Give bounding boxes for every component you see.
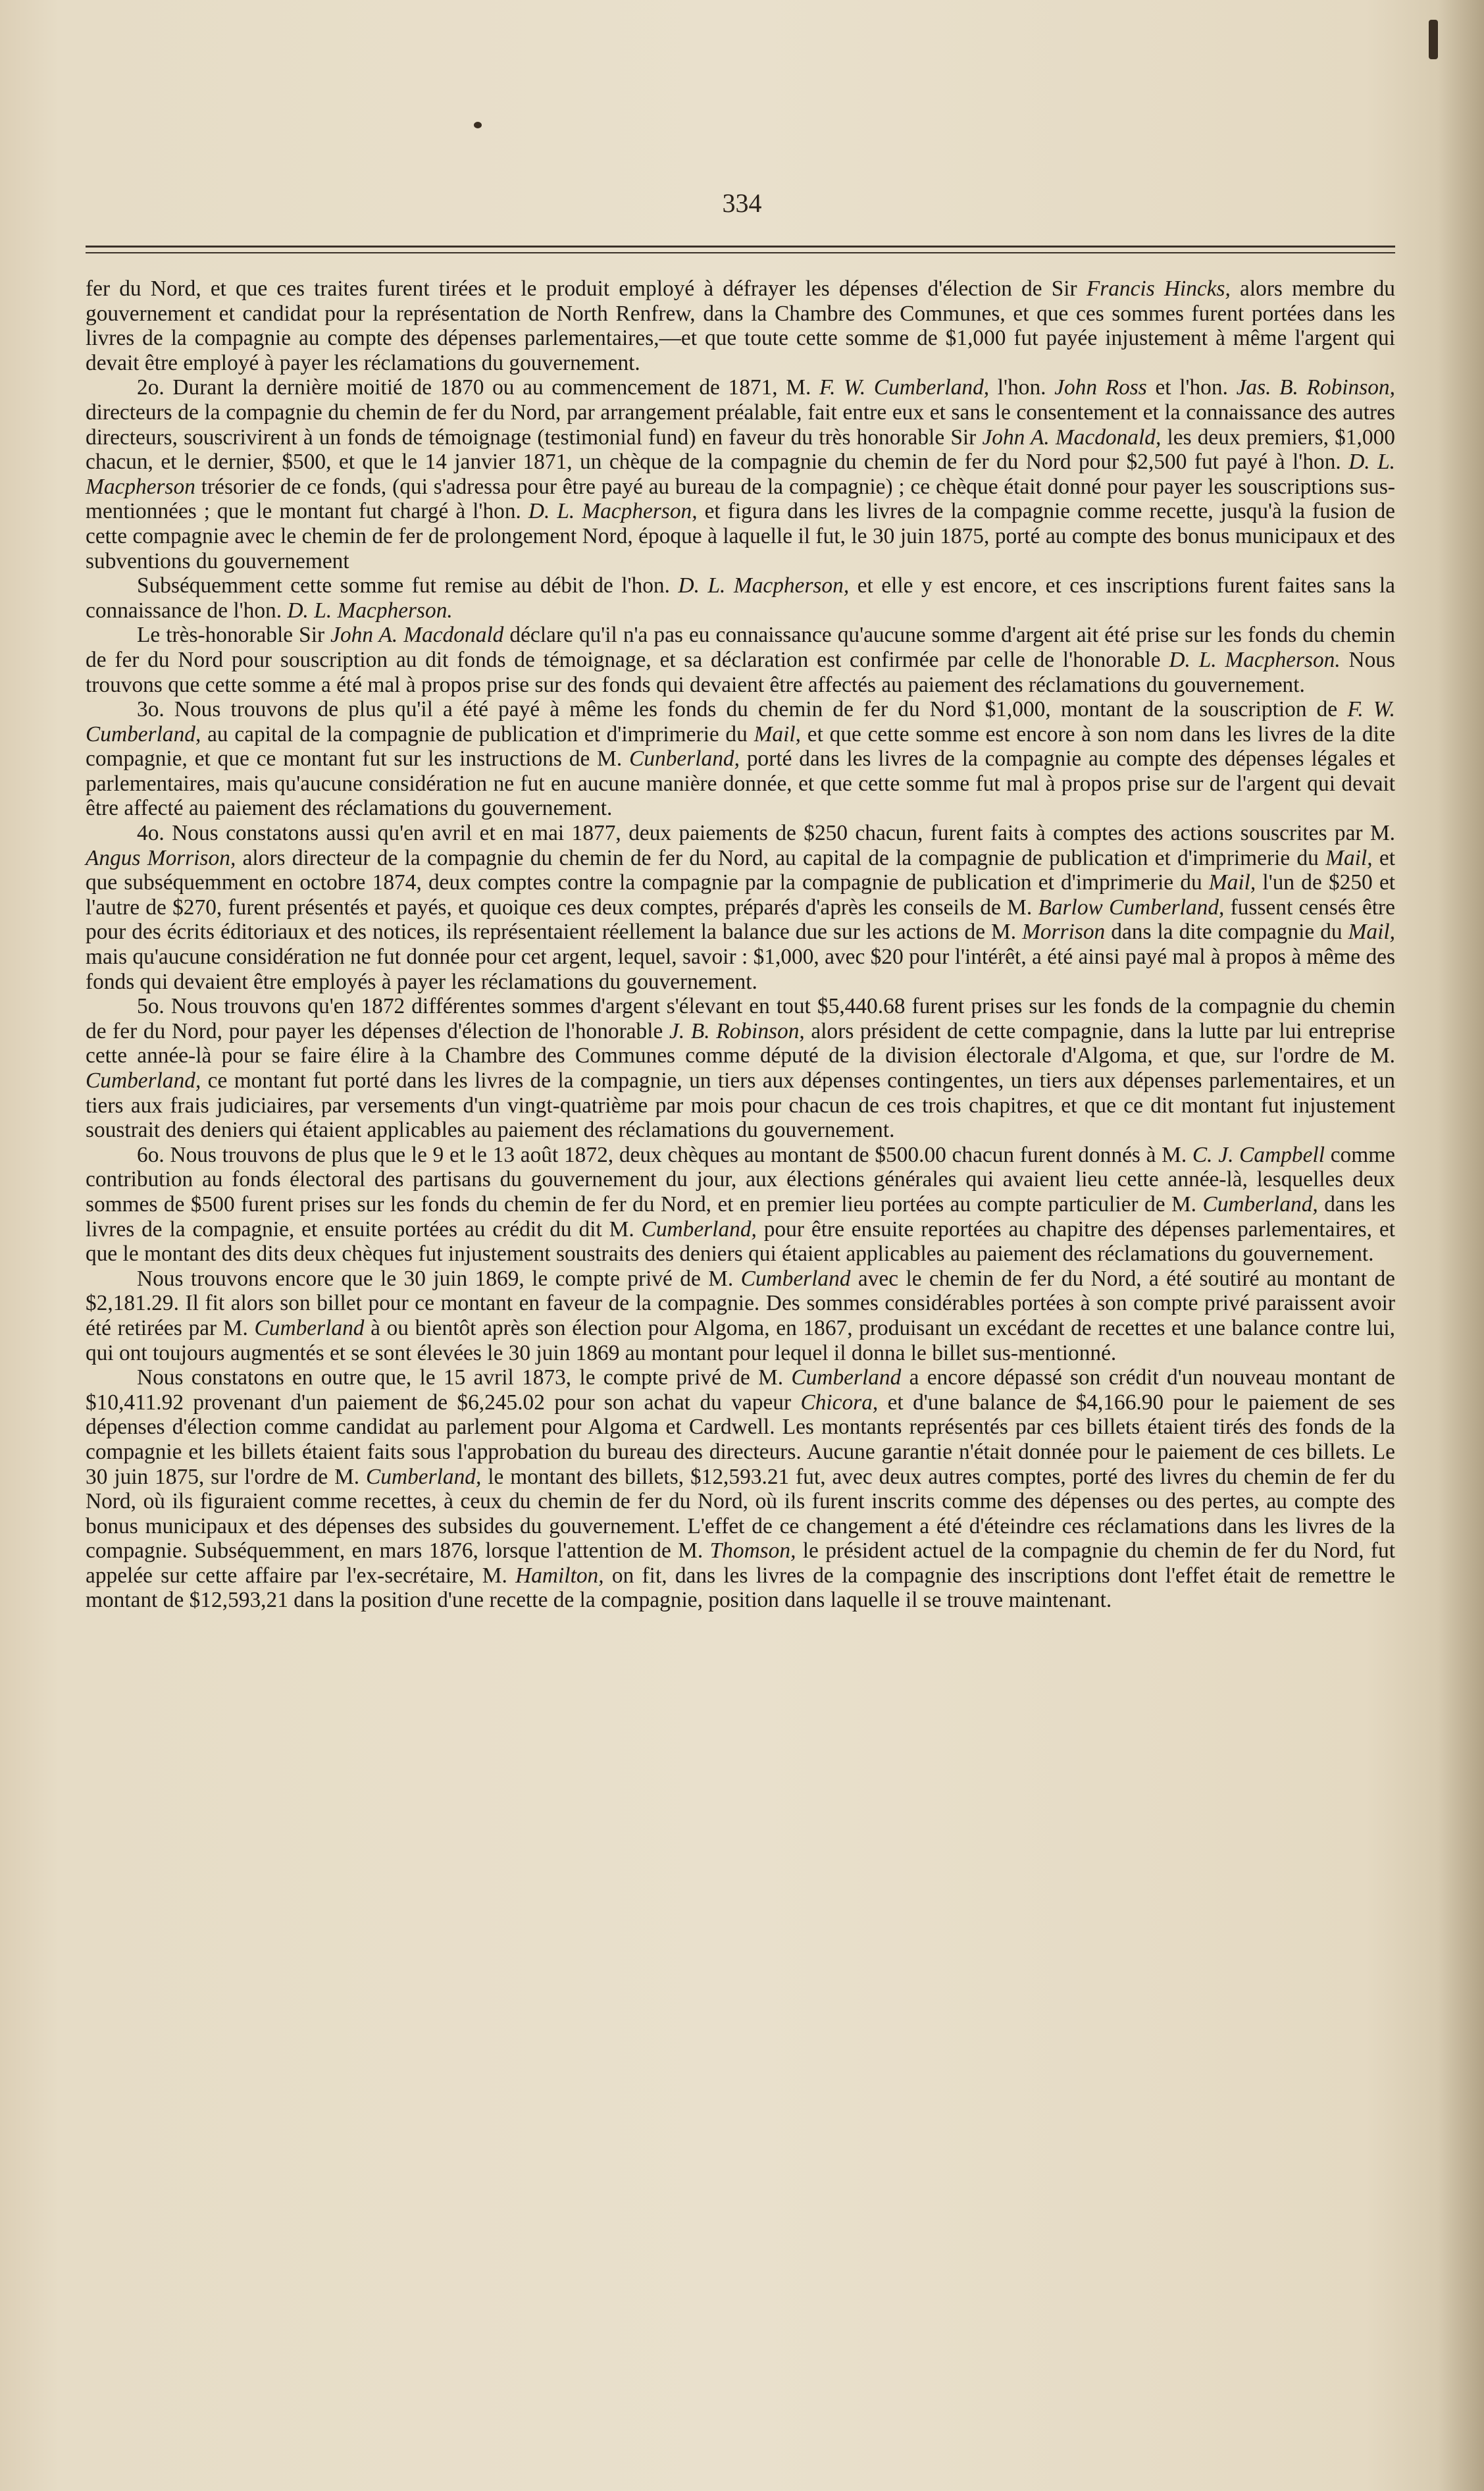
italic-name: Morrison [1022, 920, 1106, 945]
header-rule-thin [86, 252, 1395, 253]
text-run: 6o. Nous trouvons de plus que le 9 et le 13 août 1872, deux chèques au montant de $500.00 chacun furent donnés à M. [137, 1142, 1192, 1167]
paragraph [86, 276, 1395, 375]
header-rule [86, 246, 1395, 248]
paragraph [86, 375, 1395, 573]
italic-name: D. L. Macpherson [86, 450, 1395, 499]
text-run: Nous constatons en outre que, le 15 avril 1873, le compte privé de M. [137, 1365, 792, 1390]
paragraph [86, 697, 1395, 821]
page-number: 334 [722, 188, 762, 218]
italic-name: Cumberland [791, 1365, 902, 1390]
text-run: le montant des billets, $12,593.21 fut, avec deux autres comptes, porté des livres du chemin de fer du Nord, où ils figuraient comme recettes, à ceux du chemin de fer du Nord, où ils furent inscrits comme des dépenses ou des pertes, au compte des bonus municipaux et des dépenses des subsides du gouvernement. L'effet de ce changement a été d'éteindre ces réclamations dans les livres de la compagnie. Subséquemment, en mars 1876, lorsque l'attention de M. [86, 1464, 1395, 1563]
text-run: Le très-honorable Sir [137, 623, 331, 648]
italic-name: F. W. Cumberland, [819, 375, 990, 400]
corner-ink-mark [1429, 20, 1438, 59]
text-run: Nous trouvons encore que le 30 juin 1869, le compte privé de M. [137, 1266, 741, 1291]
text-run: et que cette somme est encore à son nom dans les livres de la dite compagnie, et que ce montant fut sur les instructions de M. [86, 721, 1395, 772]
paragraph [86, 573, 1395, 623]
text-run: 4o. Nous constatons aussi qu'en avril et en mai 1877, deux paiements de $250 chacun, furent faits à comptes des actions souscrites par M. [137, 821, 1395, 846]
text-run: fer du Nord, et que ces traites furent tirées et le produit employé à défrayer les dépenses d'élection de Sir [86, 276, 1087, 301]
paragraph [86, 821, 1395, 994]
text-run: l'hon. [989, 375, 1055, 400]
text-run: on fit, dans les livres de la compagnie des inscriptions dont l'effet était de remettre le montant de $12,593,21 dans la position d'une recette de la compagnie, position dans laquelle il se trouve maintenant. [86, 1563, 1395, 1613]
text-run: les deux premiers, $1,000 chacun, et le dernier, $500, et que le 14 janvier 1871, un chèque de la compagnie du chemin de fer du Nord pour $2,500 fut payé à l'hon. [86, 425, 1395, 475]
ink-speck [474, 122, 482, 128]
text-run: alors président de cette compagnie, dans la lutte par lui entreprise cette année-là pour se faire élire à la Chambre des Communes comme député de la division électorale d'Algoma, et que, sur l'ordre de M. [86, 1018, 1395, 1068]
text-run: au capital de la compagnie de publication et d'imprimerie du [201, 721, 754, 747]
text-run: et elle y est encore, et ces inscriptions furent faites sans la connaissance de l'hon. [86, 573, 1395, 623]
paragraph [86, 623, 1395, 697]
text-run: à ou bientôt après son élection pour Algoma, en 1867, produisant un excédant de recettes et une balance contre lui, qui ont toujours augmentés et se sont élevées le 30 juin 1869 au montant pour lequel il donna le billet sus-mentionné. [86, 1315, 1395, 1365]
italic-name: Cunberland, [629, 747, 740, 772]
text-run: comme contribution au fonds électoral des partisans du gouvernement du jour, aux élections générales qui avaient lieu cette année-là, lesquelles deux sommes de $500 furent prises sur les fonds du chemin de fer du Nord, et en premier lieu portées au compte particulier de M. [86, 1142, 1395, 1217]
italic-name: Chicora, [800, 1390, 879, 1415]
italic-name: D. L. Macpherson, [528, 499, 698, 524]
italic-name: Thomson, [709, 1538, 796, 1563]
italic-name: J. B. Robinson, [669, 1018, 805, 1043]
paragraph [86, 994, 1395, 1143]
paragraph [86, 1267, 1395, 1365]
text-run: dans les livres de la compagnie, et ensuite portées au crédit du dit M. [86, 1192, 1395, 1242]
paragraph [86, 1365, 1395, 1613]
italic-name: Mail, [754, 721, 801, 747]
text-run: Nous trouvons que cette somme a été mal à propos prise sur des fonds qui devaient être affectés au paiement des réclamations du gouvernement. [86, 647, 1395, 697]
italic-name: Cumberland, [366, 1464, 482, 1489]
text-run: et l'hon. [1146, 375, 1237, 400]
document-body [86, 276, 1395, 1613]
text-run: l'un de $250 et l'autre de $270, furent présentés et payés, et quoique ces deux comptes, préparés d'après les conseils de M. [86, 870, 1395, 920]
italic-name: Francis Hincks, [1086, 276, 1231, 301]
text-run: fussent censés être pour des écrits éditoriaux et des notices, ils représentaient réellement la balance due sur les actions de M. [86, 895, 1395, 945]
text-run: 5o. Nous trouvons qu'en 1872 différentes sommes d'argent s'élevant en tout $5,440.68 furent prises sur les fonds de la compagnie du chemin de fer du Nord, pour payer les dépenses d'élection de l'honorable [86, 994, 1395, 1043]
italic-name: John A. Macdonald, [982, 425, 1162, 450]
text-run: pour être ensuite reportées au chapitre des dépenses parlementaires, et que le montant des dits deux chèques fut injustement soustraits des deniers qui étaient applicables au paiement des réclamations du gouvernement. [86, 1217, 1395, 1267]
text-run: ce montant fut porté dans les livres de la compagnie, un tiers aux dépenses contingentes, un tiers aux dépenses parlementaires, et un tiers aux frais judiciaires, par versements d'un vingt-quatrième par mois pour chacun de ces trois chapitres, et que ce dit montant fut injustement soustrait des deniers qui étaient applicables au paiement des réclamations du gouvernement. [86, 1068, 1395, 1143]
italic-name: Mail, [1208, 870, 1256, 895]
text-run: alors directeur de la compagnie du chemin de fer du Nord, au capital de la compagnie de publication et d'imprimerie du [236, 845, 1326, 870]
italic-name: D. L. Macpherson. [287, 598, 453, 623]
italic-name: Mail, [1348, 920, 1395, 945]
text-run: 3o. Nous trouvons de plus qu'il a été payé à même les fonds du chemin de fer du Nord $1,000, montant de la souscription de [137, 697, 1348, 722]
text-run: et d'une balance de $4,166.90 pour le paiement de ses dépenses d'élection comme candidat au parlement pour Algoma et Cardwell. Les montants représentés par ces billets étaient tirés des fonds de la compagnie et les billets étaient faits sous l'approbation du bureau des directeurs. Aucune garantie n'était donnée pour le paiement de ces billets. Le 30 juin 1875, sur l'ordre de M. [86, 1390, 1395, 1489]
italic-name: Cumberland [740, 1266, 851, 1291]
text-run: dans la dite compagnie du [1105, 920, 1348, 945]
italic-name: Mail, [1325, 845, 1373, 870]
italic-name: C. J. Campbell [1192, 1142, 1325, 1167]
text-run: a encore dépassé son crédit d'un nouveau montant de $10,411.92 provenant d'un paiement de $6,245.02 pour son achat du vapeur [86, 1365, 1396, 1415]
text-run: avec le chemin de fer du Nord, a été soutiré au montant de $2,181.29. Il fit alors son billet pour ce montant en faveur de la compagnie. Des sommes considérables portées à son compte privé paraissent avoir été retirées par M. [86, 1266, 1395, 1340]
text-run: mais qu'aucune considération ne fut donnée pour cet argent, lequel, savoir : $1,000, avec $20 pour l'intérêt, a été ainsi payé mal à propos à même des fonds qui devaient être employés à payer les réclamations du gouvernement. [86, 945, 1395, 994]
text-run: trésorier de ce fonds, (qui s'adressa pour être payé au bureau de la compagnie) ; ce chèque était donné pour payer les souscriptions sus-mentionnées ; que le montant fut chargé à l'hon. [86, 474, 1395, 524]
text-run: 2o. Durant la dernière moitié de 1870 ou au commencement de 1871, M. [137, 375, 819, 400]
italic-name: John A. Macdonald [330, 623, 504, 648]
italic-name: Angus Morrison, [86, 845, 236, 870]
text-run: Subséquemment cette somme fut remise au débit de l'hon. [137, 573, 678, 598]
text-run: alors membre du gouvernement et candidat pour la représentation de North Renfrew, dans la Chambre des Communes, et que ces sommes furent portées dans les livres de la compagnie au compte des dépenses parlementaires,—et que toute cette somme de $1,000 fut payée injustement à même l'argent qui devait être employé à payer les réclamations du gouvernement. [86, 276, 1395, 375]
italic-name: Cumberland, [86, 1068, 201, 1093]
text-run: porté dans les livres de la compagnie au compte des dépenses légales et parlementaires, mais qu'aucune considération ne fut en aucune manière donnée, et que cette somme fut mal à propos prise sur de l'argent qui devait être affecté au paiement des réclamations du gouvernement. [86, 747, 1395, 821]
text-run: le président actuel de la compagnie du chemin de fer du Nord, fut appelée sur cette affaire par l'ex-secrétaire, M. [86, 1538, 1395, 1588]
italic-name: Hamilton, [515, 1563, 604, 1588]
text-run: directeurs de la compagnie du chemin de fer du Nord, par arrangement préalable, fait entre eux et sans le consentement et la connaissance des autres directeurs, souscrivirent à un fonds de témoignage (testimonial fund) en faveur du très honorable Sir [86, 400, 1395, 450]
italic-name: Barlow Cumberland, [1038, 895, 1225, 920]
italic-name: Cumberland, [641, 1217, 757, 1242]
italic-name: D. L. Macpherson. [1169, 647, 1341, 672]
paragraph [86, 1143, 1395, 1267]
page-edge-shadow [1438, 0, 1484, 2491]
text-run: et figura dans les livres de la compagnie comme recette, jusqu'à la fusion de cette compagnie avec le chemin de fer de prolongement Nord, époque à laquelle il fut, le 30 juin 1875, porté au compte des bonus municipaux et des subventions du gouvernement [86, 499, 1395, 573]
italic-name: John Ross [1054, 375, 1147, 400]
text-run: déclare qu'il n'a pas eu connaissance qu'aucune somme d'argent ait été prise sur les fonds du chemin de fer du Nord pour souscription au dit fonds de témoignage, et sa déclaration est confirmée par celle de l'honorable [86, 623, 1395, 672]
italic-name: Cumberland, [1202, 1192, 1318, 1217]
italic-name: Jas. B. Robinson, [1236, 375, 1395, 400]
italic-name: D. L. Macpherson, [678, 573, 850, 598]
italic-name: F. W. Cumberland, [86, 697, 1395, 747]
text-run: et que subséquemment en octobre 1874, deux comptes contre la compagnie par la compagnie de publication et d'imprimerie du [86, 845, 1395, 895]
italic-name: Cumberland [254, 1315, 365, 1340]
